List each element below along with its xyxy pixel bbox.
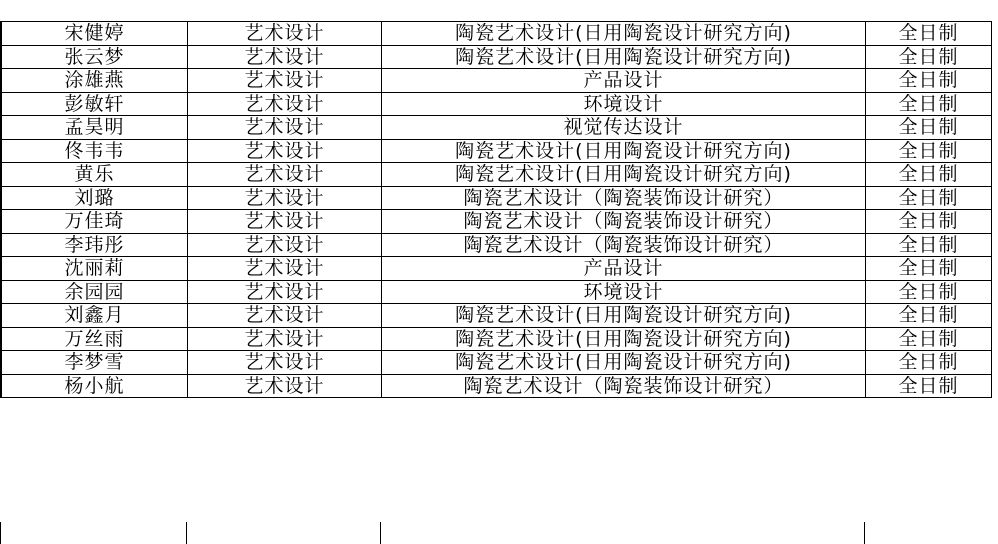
table-row (1, 69, 992, 93)
table-row (1, 280, 992, 304)
cell-border-stub (0, 522, 1, 544)
major-cell: 视觉传达设计 (382, 116, 866, 140)
study-mode-cell: 全日制 (866, 163, 992, 187)
name-cell: 孟昊明 (2, 116, 188, 140)
name-cell: 余园园 (2, 280, 188, 304)
department-cell: 艺术设计 (188, 327, 382, 351)
department-cell: 艺术设计 (188, 351, 382, 375)
table-row (1, 139, 992, 163)
study-mode-cell: 全日制 (866, 210, 992, 234)
table-row (1, 22, 992, 46)
table-row (1, 116, 992, 140)
department-cell: 艺术设计 (188, 139, 382, 163)
major-cell: 陶瓷艺术设计(日用陶瓷设计研究方向) (382, 22, 866, 46)
study-mode-cell: 全日制 (866, 69, 992, 93)
major-cell: 产品设计 (382, 69, 866, 93)
department-cell: 艺术设计 (188, 163, 382, 187)
table-row (1, 374, 992, 398)
name-cell: 宋健婷 (2, 22, 188, 46)
study-mode-cell: 全日制 (866, 186, 992, 210)
study-mode-cell: 全日制 (866, 280, 992, 304)
name-cell: 刘鑫月 (2, 304, 188, 328)
admission-table (0, 21, 992, 398)
name-cell: 刘璐 (2, 186, 188, 210)
name-cell: 彭敏轩 (2, 92, 188, 116)
study-mode-cell: 全日制 (866, 233, 992, 257)
table-row (1, 304, 992, 328)
department-cell: 艺术设计 (188, 45, 382, 69)
major-cell: 陶瓷艺术设计（陶瓷装饰设计研究） (382, 233, 866, 257)
major-cell: 环境设计 (382, 92, 866, 116)
table-row (1, 257, 992, 281)
major-cell: 陶瓷艺术设计（陶瓷装饰设计研究） (382, 374, 866, 398)
major-cell: 陶瓷艺术设计(日用陶瓷设计研究方向) (382, 327, 866, 351)
major-cell: 陶瓷艺术设计(日用陶瓷设计研究方向) (382, 304, 866, 328)
study-mode-cell: 全日制 (866, 304, 992, 328)
major-cell: 环境设计 (382, 280, 866, 304)
study-mode-cell: 全日制 (866, 257, 992, 281)
department-cell: 艺术设计 (188, 116, 382, 140)
table-row (1, 45, 992, 69)
cell-border-stub (380, 522, 381, 544)
study-mode-cell: 全日制 (866, 92, 992, 116)
name-cell: 杨小航 (2, 374, 188, 398)
study-mode-cell: 全日制 (866, 22, 992, 46)
name-cell: 万佳琦 (2, 210, 188, 234)
table-row (1, 351, 992, 375)
study-mode-cell: 全日制 (866, 374, 992, 398)
table-row (1, 327, 992, 351)
name-cell: 沈丽莉 (2, 257, 188, 281)
major-cell: 陶瓷艺术设计（陶瓷装饰设计研究） (382, 210, 866, 234)
major-cell: 陶瓷艺术设计(日用陶瓷设计研究方向) (382, 163, 866, 187)
name-cell: 涂雄燕 (2, 69, 188, 93)
major-cell: 陶瓷艺术设计(日用陶瓷设计研究方向) (382, 351, 866, 375)
department-cell: 艺术设计 (188, 210, 382, 234)
name-cell: 李梦雪 (2, 351, 188, 375)
major-cell: 陶瓷艺术设计(日用陶瓷设计研究方向) (382, 139, 866, 163)
major-cell: 陶瓷艺术设计（陶瓷装饰设计研究） (382, 186, 866, 210)
department-cell: 艺术设计 (188, 69, 382, 93)
table-body (1, 22, 992, 398)
name-cell: 张云梦 (2, 45, 188, 69)
department-cell: 艺术设计 (188, 186, 382, 210)
department-cell: 艺术设计 (188, 257, 382, 281)
department-cell: 艺术设计 (188, 280, 382, 304)
department-cell: 艺术设计 (188, 22, 382, 46)
department-cell: 艺术设计 (188, 92, 382, 116)
major-cell: 产品设计 (382, 257, 866, 281)
name-cell: 佟韦韦 (2, 139, 188, 163)
study-mode-cell: 全日制 (866, 116, 992, 140)
table-row (1, 233, 992, 257)
study-mode-cell: 全日制 (866, 139, 992, 163)
department-cell: 艺术设计 (188, 374, 382, 398)
study-mode-cell: 全日制 (866, 327, 992, 351)
table-row (1, 210, 992, 234)
major-cell: 陶瓷艺术设计(日用陶瓷设计研究方向) (382, 45, 866, 69)
department-cell: 艺术设计 (188, 304, 382, 328)
cell-border-stub (186, 522, 187, 544)
table-row (1, 186, 992, 210)
name-cell: 李玮彤 (2, 233, 188, 257)
department-cell: 艺术设计 (188, 233, 382, 257)
study-mode-cell: 全日制 (866, 351, 992, 375)
cell-border-stub (864, 522, 865, 544)
table-row (1, 92, 992, 116)
table-row (1, 163, 992, 187)
name-cell: 黄乐 (2, 163, 188, 187)
study-mode-cell: 全日制 (866, 45, 992, 69)
name-cell: 万丝雨 (2, 327, 188, 351)
